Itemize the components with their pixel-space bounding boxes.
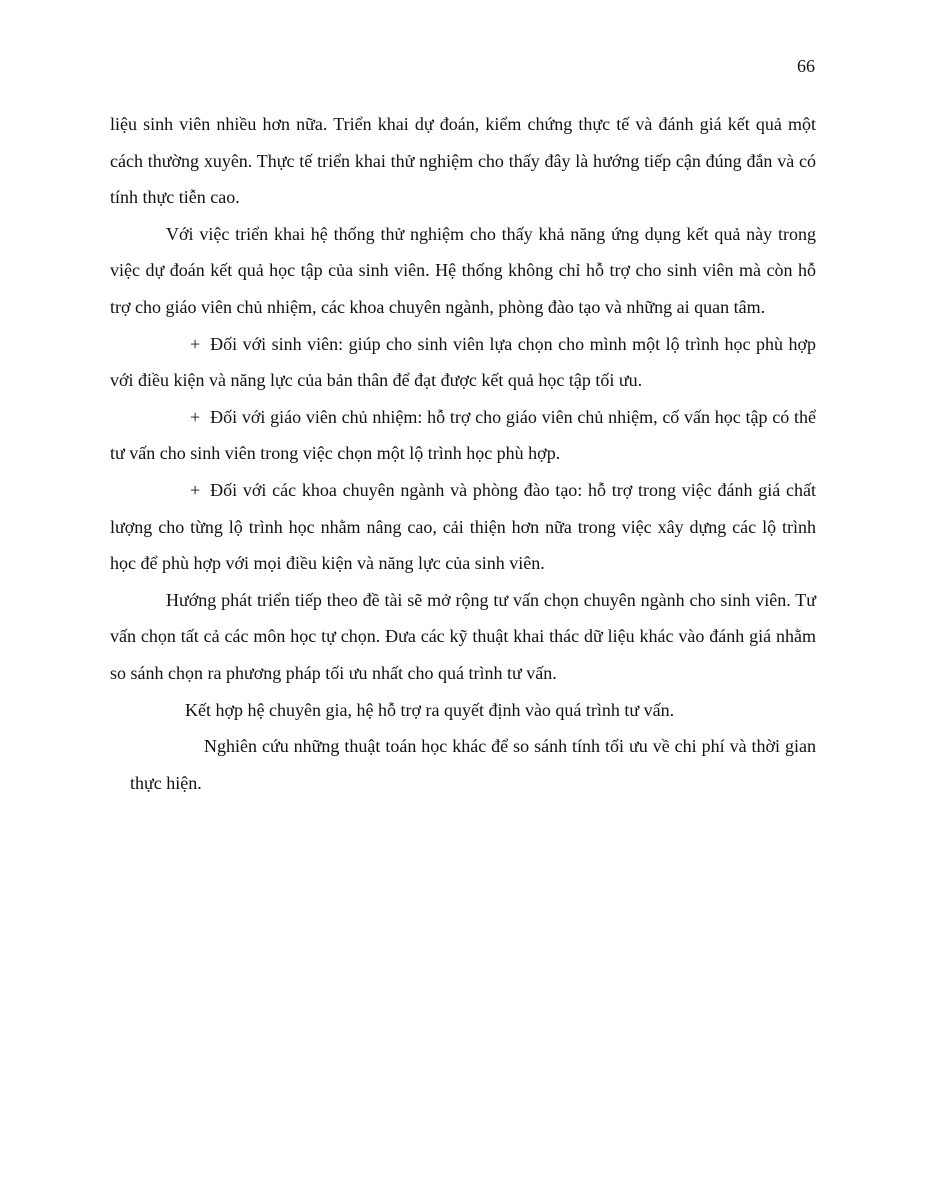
bullet-marker: +	[190, 406, 201, 427]
page-number: 66	[797, 56, 815, 76]
bullet-marker: +	[190, 333, 201, 354]
paragraph-continuation: liệu sinh viên nhiều hơn nữa. Triển khai dự đoán, kiểm chứng thực tế và đánh giá kết quả một cách thường xuyên. Thực tế triển khai thử nghiệm cho thấy đây là hướng tiếp cận đúng đắn và có tính thực tiễn cao.	[110, 114, 816, 208]
document-body	[110, 106, 816, 801]
paragraph-system-deployment: Với việc triển khai hệ thống thử nghiệm cho thấy khả năng ứng dụng kết quả này trong việc dự đoán kết quả học tập của sinh viên. Hệ thống không chỉ hỗ trợ cho sinh viên mà còn hỗ trợ cho giáo viên chủ nhiệm, các khoa chuyên ngành, phòng đào tạo và những ai quan tâm.	[110, 223, 816, 317]
bullet-text: Đối với sinh viên: giúp cho sinh viên lựa chọn cho mình một lộ trình học phù hợp với điều kiện và năng lực của bản thân để đạt được kết quả học tập tối ưu.	[110, 333, 816, 391]
bullet-text: Đối với giáo viên chủ nhiệm: hỗ trợ cho giáo viên chủ nhiệm, cố vấn học tập có thể tư vấn cho sinh viên trong việc chọn một lộ trình học phù hợp.	[110, 406, 816, 464]
bullet-item-students	[110, 326, 816, 399]
bullet-item-homeroom-teachers	[110, 399, 816, 472]
paragraph-expert-systems: Kết hợp hệ chuyên gia, hệ hỗ trợ ra quyết định vào quá trình tư vấn.	[185, 699, 675, 720]
paragraph-future-development: Hướng phát triển tiếp theo đề tài sẽ mở rộng tư vấn chọn chuyên ngành cho sinh viên. Tư vấn chọn tất cả các môn học tự chọn. Đưa các kỹ thuật khai thác dữ liệu khác vào đánh giá nhằm so sánh chọn ra phương pháp tối ưu nhất cho quá trình tư vấn.	[110, 589, 816, 683]
bullet-item-faculties	[110, 472, 816, 582]
paragraph-research-algorithms: Nghiên cứu những thuật toán học khác để so sánh tính tối ưu về chi phí và thời gian thực hiện.	[130, 736, 816, 793]
bullet-text: Đối với các khoa chuyên ngành và phòng đào tạo: hỗ trợ trong việc đánh giá chất lượng cho từng lộ trình học nhằm nâng cao, cải thiện hơn nữa trong việc xây dựng các lộ trình học để phù hợp với mọi điều kiện và năng lực của sinh viên.	[110, 479, 816, 574]
bullet-marker: +	[190, 479, 201, 500]
